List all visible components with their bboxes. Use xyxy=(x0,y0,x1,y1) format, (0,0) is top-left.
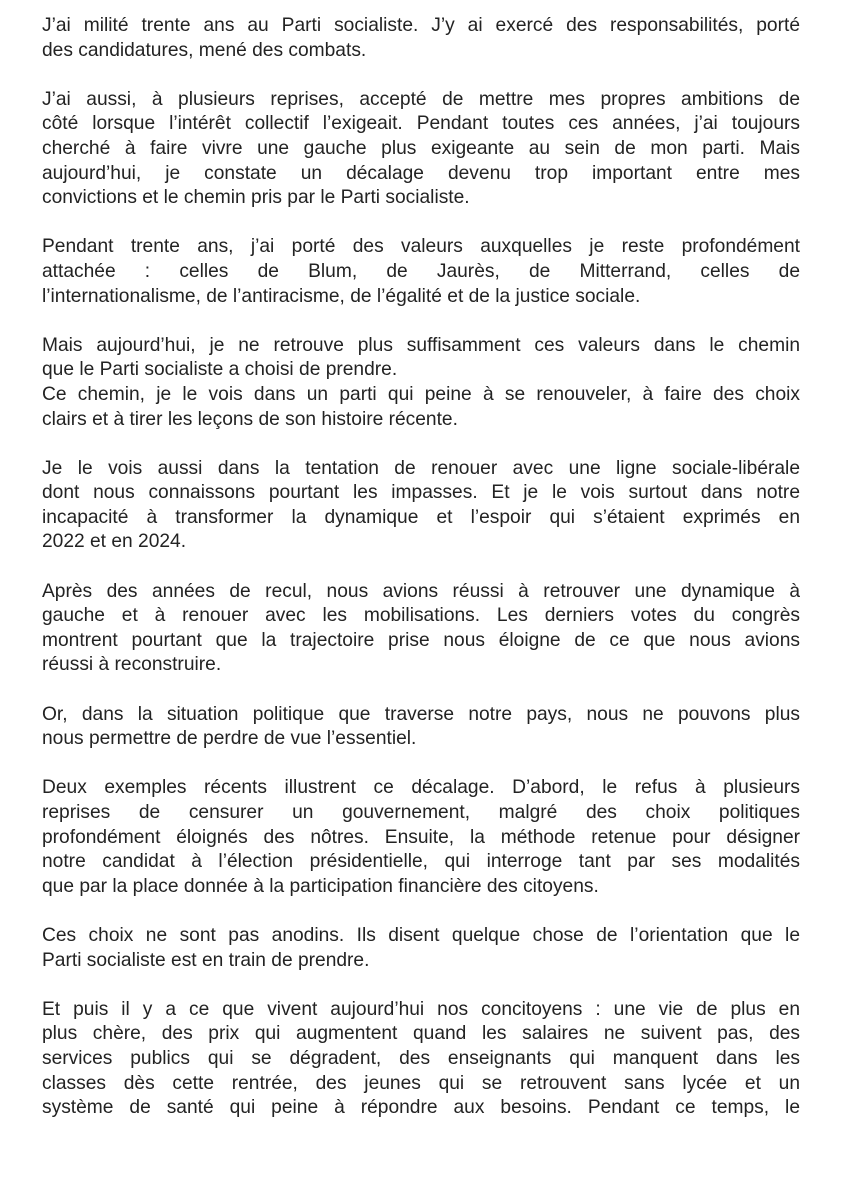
text-line: montrent pourtant que la trajectoire prise nous éloigne de ce que nous avions xyxy=(42,629,800,651)
paragraph-8 xyxy=(42,776,800,899)
text-line: gauche et à renouer avec les mobilisations. Les derniers votes du congrès xyxy=(42,605,800,627)
paragraph-1 xyxy=(42,14,800,63)
text-line: cherché à faire vivre une gauche plus exigeante au sein de mon parti. Mais xyxy=(42,137,800,159)
text-line: profondément éloignés des nôtres. Ensuite, la méthode retenue pour désigner xyxy=(42,826,800,848)
text-line: classes dès cette rentrée, des jeunes qui se retrouvent sans lycée et un xyxy=(42,1072,800,1094)
text-line: attachée : celles de Blum, de Jaurès, de Mitterrand, celles de xyxy=(42,260,800,282)
text-line: convictions et le chemin pris par le Parti socialiste. xyxy=(42,187,470,209)
text-line: Ces choix ne sont pas anodins. Ils disent quelque chose de l’orientation que le xyxy=(42,924,800,946)
text-line: J’ai milité trente ans au Parti socialiste. J’y ai exercé des responsabilités, porté xyxy=(42,15,800,36)
text-line: Deux exemples récents illustrent ce décalage. D’abord, le refus à plusieurs xyxy=(42,777,800,799)
paragraph-9 xyxy=(42,924,800,973)
letter-body xyxy=(42,14,800,1145)
text-line: Et puis il y a ce que vivent aujourd’hui nos concitoyens : une vie de plus en xyxy=(42,998,800,1020)
text-line: Mais aujourd’hui, je ne retrouve plus suffisamment ces valeurs dans le chemin xyxy=(42,334,800,356)
text-line: 2022 et en 2024. xyxy=(42,531,187,553)
paragraph-6 xyxy=(42,580,800,678)
text-line: Ce chemin, je le vois dans un parti qui peine à se renouveler, à faire des choix xyxy=(42,383,800,405)
text-line: clairs et à tirer les leçons de son histoire récente. xyxy=(42,408,458,430)
text-line: aujourd’hui, je constate un décalage devenu trop important entre mes xyxy=(42,162,800,184)
text-line: des candidatures, mené des combats. xyxy=(42,39,367,61)
text-line: Après des années de recul, nous avions réussi à retrouver une dynamique à xyxy=(42,580,800,602)
text-line: reprises de censurer un gouvernement, malgré des choix politiques xyxy=(42,802,800,823)
text-line: dont nous connaissons pourtant les impasses. Et je le vois surtout dans notre xyxy=(42,482,800,504)
paragraph-10 xyxy=(42,998,800,1121)
paragraph-5 xyxy=(42,457,800,555)
paragraph-3 xyxy=(42,235,800,309)
text-line: côté lorsque l’intérêt collectif l’exigeait. Pendant toutes ces années, j’ai toujours xyxy=(42,113,800,135)
text-line: que le Parti socialiste a choisi de prendre. xyxy=(42,359,398,381)
text-line: que par la place donnée à la participation financière des citoyens. xyxy=(42,875,599,897)
text-line: Or, dans la situation politique que traverse notre pays, nous ne pouvons plus xyxy=(42,703,800,725)
text-line: nous permettre de perdre de vue l’essentiel. xyxy=(42,728,417,750)
text-line: plus chère, des prix qui augmentent quand les salaires ne suivent pas, des xyxy=(42,1023,800,1045)
text-line: système de santé qui peine à répondre aux besoins. Pendant ce temps, le xyxy=(42,1097,800,1119)
text-line: Parti socialiste est en train de prendre. xyxy=(42,949,370,971)
text-line: Je le vois aussi dans la tentation de renouer avec une ligne sociale-libérale xyxy=(42,457,800,479)
text-line: incapacité à transformer la dynamique et l’espoir qui s’étaient exprimés en xyxy=(42,506,800,528)
text-line: réussi à reconstruire. xyxy=(42,654,222,676)
text-line: J’ai aussi, à plusieurs reprises, accepté de mettre mes propres ambitions de xyxy=(42,88,800,110)
text-line: services publics qui se dégradent, des enseignants qui manquent dans les xyxy=(42,1047,800,1069)
paragraph-7 xyxy=(42,703,800,752)
text-line: l’internationalisme, de l’antiracisme, de l’égalité et de la justice sociale. xyxy=(42,285,641,307)
text-line: Pendant trente ans, j’ai porté des valeurs auxquelles je reste profondément xyxy=(42,236,800,258)
paragraph-2 xyxy=(42,88,800,211)
paragraph-4 xyxy=(42,334,800,432)
text-line: notre candidat à l’élection présidentielle, qui interroge tant par ses modalités xyxy=(42,851,800,873)
